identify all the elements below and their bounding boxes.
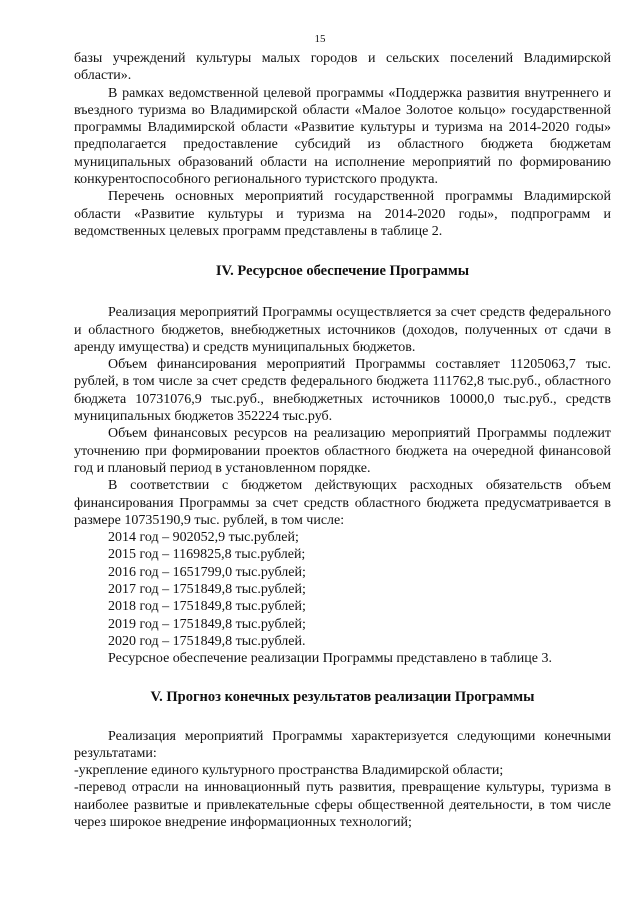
- paragraph-6: Объем финансовых ресурсов на реализацию мероприятий Программы подлежит уточнению при формировании проектов областного бюджета на очередной финансовой год и плановый период в установленном порядке.: [74, 426, 611, 476]
- paragraph-3: Перечень основных мероприятий государственной программы Владимирской области «Развитие культуры и туризма на 2014-2020 годы», подпрограмм и ведомственных целевых программ представлены в таблице 2.: [74, 189, 611, 239]
- bullet-item-1: -укрепление единого культурного пространства Владимирской области;: [74, 763, 504, 779]
- year-item-2014: 2014 год – 902052,9 тыс.рублей;: [108, 530, 299, 546]
- section-heading-4: IV. Ресурсное обеспечение Программы: [215, 263, 470, 280]
- paragraph-9: Реализация мероприятий Программы характеризуется следующими конечными результатами:: [74, 728, 611, 761]
- paragraph-4: Реализация мероприятий Программы осуществляется за счет средств федерального и областного бюджетов, внебюджетных источников (доходов, полученных от сдачи в аренду имущества) и средств муниципальных бюджетов.: [74, 305, 611, 355]
- bullet-item-2: -перевод отрасли на инновационный путь развития, превращение культуры, туризма в наиболее развитые и привлекательные сферы общественной деятельности, в том числе через широкое внедрение информационных технологий;: [74, 780, 611, 830]
- page-content: [74, 50, 611, 831]
- paragraph-2: В рамках ведомственной целевой программы «Поддержка развития внутреннего и въездного туризма во Владимирской области «Малое Золотое кольцо» государственной программы Владимирской области «Развитие культуры и туризма на 2014-2020 годы» предполагается предоставление субсидий из областного бюджета бюджетам муниципальных образований области на исполнение мероприятий по формированию конкурентоспособного регионального туристского продукта.: [74, 85, 611, 188]
- paragraph-1: базы учреждений культуры малых городов и сельских поселений Владимирской области».: [74, 51, 611, 84]
- year-item-2018: 2018 год – 1751849,8 тыс.рублей;: [108, 599, 306, 615]
- year-item-2016: 2016 год – 1651799,0 тыс.рублей;: [108, 564, 306, 580]
- year-item-2020: 2020 год – 1751849,8 тыс.рублей.: [108, 633, 306, 649]
- year-item-2017: 2017 год – 1751849,8 тыс.рублей;: [108, 582, 306, 598]
- page-number: 15: [314, 33, 326, 45]
- paragraph-5: Объем финансирования мероприятий Программы составляет 11205063,7 тыс. рублей, в том числе за счет средств федерального бюджета 111762,8 тыс.руб., областного бюджета 10731076,9 тыс.руб., внебюджетных источников 10000,0 тыс.руб., средств муниципальных бюджетов 352224 тыс.руб.: [74, 357, 611, 425]
- section-heading-5: V. Прогноз конечных результатов реализации Программы: [150, 688, 535, 705]
- year-item-2015: 2015 год – 1169825,8 тыс.рублей;: [108, 547, 306, 563]
- paragraph-8: Ресурсное обеспечение реализации Программы представлено в таблице 3.: [108, 651, 552, 667]
- year-item-2019: 2019 год – 1751849,8 тыс.рублей;: [108, 616, 306, 632]
- paragraph-7: В соответствии с бюджетом действующих расходных обязательств объем финансирования Программы за счет средств областного бюджета предусматривается в размере 10735190,9 тыс. рублей, в том числе:: [74, 478, 611, 528]
- funding-by-year-list: [74, 529, 611, 650]
